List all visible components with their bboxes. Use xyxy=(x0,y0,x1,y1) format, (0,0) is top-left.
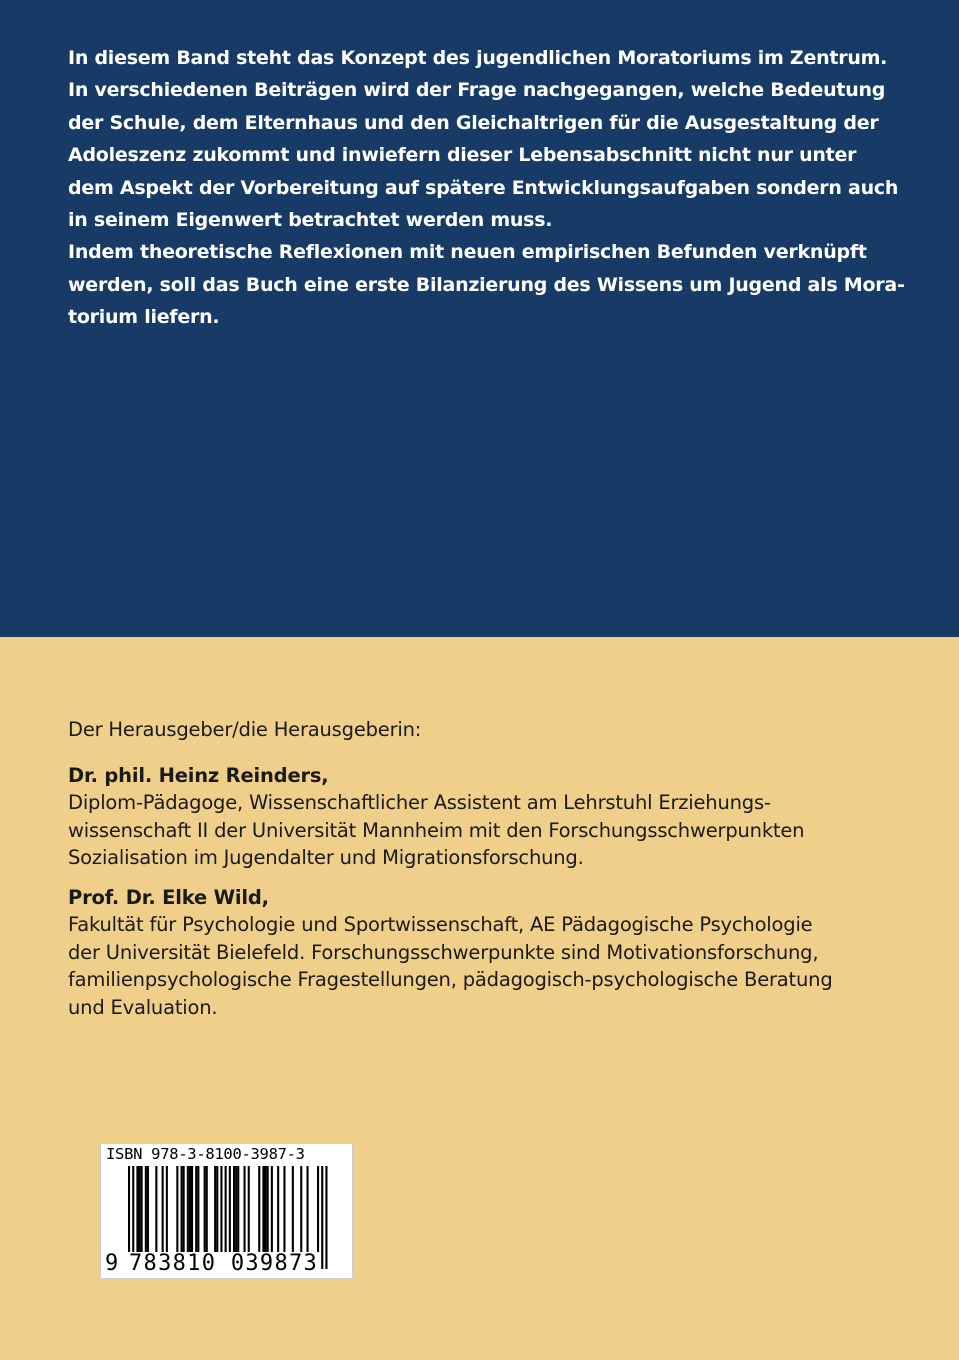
barcode-bar xyxy=(166,1166,168,1253)
barcode-bar xyxy=(136,1166,138,1253)
editor-bio: Fakultät für Psychologie und Sportwissenschaft, AE Pädagogische Psychologie der Universität Bielefeld. Forschungsschwerpunkte sind Motivationsforschung, familienpsychologische Fragestellungen, pädagogisch-psychologische Beratung und Evaluation. xyxy=(68,913,833,1019)
barcode-bar xyxy=(292,1166,294,1253)
ean-digits: 783810 039873 xyxy=(129,1251,319,1276)
barcode-bar xyxy=(204,1166,206,1253)
editors-section xyxy=(68,716,938,1033)
barcode-bar xyxy=(197,1166,199,1253)
barcode-bar xyxy=(147,1166,149,1253)
top-panel xyxy=(0,0,959,637)
barcode-bar xyxy=(216,1166,218,1253)
editor-entry-reinders xyxy=(68,762,938,872)
barcode-bar xyxy=(195,1166,197,1253)
barcode-bar xyxy=(235,1166,237,1253)
barcode-bar xyxy=(187,1166,189,1253)
barcode-bar xyxy=(191,1166,193,1253)
barcode-bar xyxy=(237,1166,239,1253)
barcode-bar xyxy=(321,1166,323,1269)
barcode-bar xyxy=(265,1166,267,1253)
barcode-bar xyxy=(233,1166,235,1253)
barcode-bar xyxy=(262,1166,264,1253)
barcode-bar xyxy=(325,1166,327,1269)
barcode-bar xyxy=(244,1166,246,1253)
barcode-bar xyxy=(162,1166,164,1253)
barcode-bar xyxy=(189,1166,191,1253)
barcode-bar xyxy=(176,1166,178,1253)
editor-name: Prof. Dr. Elke Wild, xyxy=(68,885,269,909)
barcode-bar xyxy=(300,1166,302,1253)
editors-heading: Der Herausgeber/die Herausgeberin: xyxy=(68,718,422,741)
book-blurb xyxy=(68,42,928,334)
barcode-bar xyxy=(220,1166,222,1253)
barcode-bar xyxy=(277,1166,279,1253)
ean-first-digit: 9 xyxy=(105,1251,119,1276)
blurb-paragraph-1: In diesem Band steht das Konzept des jugendlichen Moratoriums im Zentrum. In verschiedenen Beiträgen wird der Frage nachgegangen, welche Bedeutung der Schule, dem Elternhaus und den Gleichaltrigen für die Ausgestaltung der Adoleszenz zukommt und inwiefern dieser Lebensabschnitt nicht nur unter dem Aspekt der Vorbereitung auf spätere Entwicklungsaufgaben sondern auch in seinem Eigenwert betrachtet werden muss. xyxy=(68,47,899,232)
barcode-bar xyxy=(145,1166,147,1253)
barcode-bar xyxy=(267,1166,269,1253)
barcode-bar xyxy=(155,1166,157,1253)
barcode-bar xyxy=(181,1166,183,1253)
barcode-bar xyxy=(271,1166,273,1253)
editor-name: Dr. phil. Heinz Reinders, xyxy=(68,763,329,787)
isbn-barcode xyxy=(100,1143,353,1279)
barcode-bar xyxy=(248,1166,250,1253)
editor-bio: Diplom-Pädagoge, Wissenschaftlicher Assistent am Lehrstuhl Erziehungs- wissenschaft II der Universität Mannheim mit den Forschungsschwerpunkten Sozialisation im Jugendalter und Migrationsforschung. xyxy=(68,791,805,869)
barcode-bar xyxy=(183,1166,185,1253)
barcode-bar xyxy=(258,1166,260,1253)
barcode-bar xyxy=(141,1166,143,1253)
barcode-bar xyxy=(139,1166,141,1253)
editor-entry-wild xyxy=(68,884,938,1022)
isbn-label: ISBN 978-3-8100-3987-3 xyxy=(106,1145,305,1163)
barcode-bar xyxy=(206,1166,208,1253)
barcode-bar xyxy=(317,1166,319,1253)
barcode-bar xyxy=(283,1166,285,1253)
blurb-paragraph-2: Indem theoretische Reflexionen mit neuen empirischen Befunden verknüpft werden, soll das Buch eine erste Bilanzierung des Wissens um Jugend als Mora- torium liefern. xyxy=(68,241,905,329)
barcode-bar xyxy=(214,1166,216,1253)
barcode-bar xyxy=(307,1166,309,1253)
